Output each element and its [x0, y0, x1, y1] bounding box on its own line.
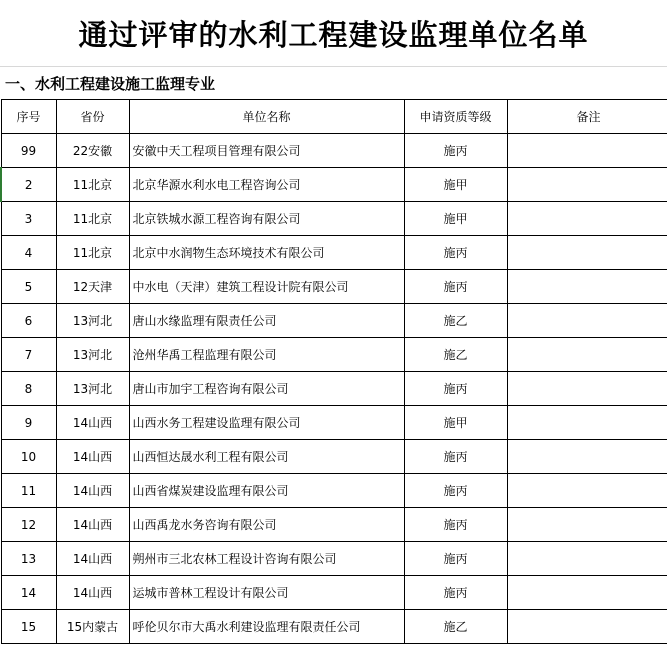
cell-remarks[interactable] — [507, 270, 667, 304]
cell-serial-no[interactable]: 9 — [1, 406, 56, 440]
cell-unit-name[interactable]: 唐山市加宇工程咨询有限公司 — [129, 372, 404, 406]
table-header-row — [1, 100, 667, 134]
cell-qualification-grade[interactable]: 施丙 — [404, 372, 507, 406]
cell-serial-no[interactable]: 2 — [1, 168, 56, 202]
unit-list-table — [0, 99, 667, 644]
cell-unit-name[interactable]: 呼伦贝尔市大禹水利建设监理有限责任公司 — [129, 610, 404, 644]
cell-unit-name[interactable]: 唐山水缘监理有限责任公司 — [129, 304, 404, 338]
cell-province[interactable]: 14山西 — [56, 474, 129, 508]
cell-serial-no[interactable]: 15 — [1, 610, 56, 644]
cell-remarks[interactable] — [507, 202, 667, 236]
cell-remarks[interactable] — [507, 168, 667, 202]
cell-qualification-grade[interactable]: 施乙 — [404, 338, 507, 372]
table-row — [1, 440, 667, 474]
cell-province[interactable]: 14山西 — [56, 576, 129, 610]
cell-unit-name[interactable]: 北京华源水利水电工程咨询公司 — [129, 168, 404, 202]
header-unit-name[interactable]: 单位名称 — [129, 100, 404, 134]
cell-unit-name[interactable]: 北京中水润物生态环境技术有限公司 — [129, 236, 404, 270]
cell-province[interactable]: 11北京 — [56, 168, 129, 202]
cell-serial-no[interactable]: 10 — [1, 440, 56, 474]
cell-qualification-grade[interactable]: 施乙 — [404, 610, 507, 644]
cell-qualification-grade[interactable]: 施丙 — [404, 576, 507, 610]
table-row — [1, 202, 667, 236]
cell-remarks[interactable] — [507, 134, 667, 168]
table-row — [1, 610, 667, 644]
cell-province[interactable]: 12天津 — [56, 270, 129, 304]
table-row — [1, 338, 667, 372]
header-province[interactable]: 省份 — [56, 100, 129, 134]
cell-serial-no[interactable]: 11 — [1, 474, 56, 508]
cell-unit-name[interactable]: 山西禹龙水务咨询有限公司 — [129, 508, 404, 542]
cell-remarks[interactable] — [507, 304, 667, 338]
cell-unit-name[interactable]: 朔州市三北农林工程设计咨询有限公司 — [129, 542, 404, 576]
cell-remarks[interactable] — [507, 372, 667, 406]
cell-serial-no[interactable]: 7 — [1, 338, 56, 372]
cell-remarks[interactable] — [507, 576, 667, 610]
cell-remarks[interactable] — [507, 440, 667, 474]
cell-serial-no[interactable]: 14 — [1, 576, 56, 610]
cell-qualification-grade[interactable]: 施丙 — [404, 474, 507, 508]
table-row — [1, 304, 667, 338]
cell-serial-no[interactable]: 5 — [1, 270, 56, 304]
header-qualification-grade[interactable]: 申请资质等级 — [404, 100, 507, 134]
cell-serial-no[interactable]: 3 — [1, 202, 56, 236]
cell-province[interactable]: 13河北 — [56, 372, 129, 406]
cell-unit-name[interactable]: 沧州华禹工程监理有限公司 — [129, 338, 404, 372]
cell-province[interactable]: 14山西 — [56, 542, 129, 576]
cell-qualification-grade[interactable]: 施甲 — [404, 406, 507, 440]
cell-qualification-grade[interactable]: 施丙 — [404, 236, 507, 270]
header-remarks[interactable]: 备注 — [507, 100, 667, 134]
header-serial-no[interactable]: 序号 — [1, 100, 56, 134]
table-row — [1, 270, 667, 304]
cell-qualification-grade[interactable]: 施甲 — [404, 168, 507, 202]
table-row — [1, 576, 667, 610]
cell-qualification-grade[interactable]: 施丙 — [404, 440, 507, 474]
table-row — [1, 542, 667, 576]
table-row — [1, 406, 667, 440]
cell-unit-name[interactable]: 北京铁城水源工程咨询有限公司 — [129, 202, 404, 236]
cell-province[interactable]: 14山西 — [56, 508, 129, 542]
cell-qualification-grade[interactable]: 施丙 — [404, 134, 507, 168]
cell-province[interactable]: 14山西 — [56, 406, 129, 440]
cell-remarks[interactable] — [507, 542, 667, 576]
cell-province[interactable]: 14山西 — [56, 440, 129, 474]
cell-serial-no[interactable]: 13 — [1, 542, 56, 576]
cell-remarks[interactable] — [507, 406, 667, 440]
cell-qualification-grade[interactable]: 施丙 — [404, 270, 507, 304]
cell-unit-name[interactable]: 运城市普林工程设计有限公司 — [129, 576, 404, 610]
cell-remarks[interactable] — [507, 610, 667, 644]
table-row — [1, 134, 667, 168]
cell-unit-name[interactable]: 安徽中天工程项目管理有限公司 — [129, 134, 404, 168]
table-row — [1, 474, 667, 508]
table-row — [1, 372, 667, 406]
cell-remarks[interactable] — [507, 236, 667, 270]
cell-province[interactable]: 13河北 — [56, 304, 129, 338]
cell-qualification-grade[interactable]: 施丙 — [404, 508, 507, 542]
cell-province[interactable]: 22安徽 — [56, 134, 129, 168]
cell-serial-no[interactable]: 8 — [1, 372, 56, 406]
cell-remarks[interactable] — [507, 338, 667, 372]
cell-unit-name[interactable]: 山西省煤炭建设监理有限公司 — [129, 474, 404, 508]
cell-province[interactable]: 13河北 — [56, 338, 129, 372]
table-row — [1, 508, 667, 542]
cell-unit-name[interactable]: 山西恒达晟水利工程有限公司 — [129, 440, 404, 474]
cell-serial-no[interactable]: 99 — [1, 134, 56, 168]
cell-unit-name[interactable]: 山西水务工程建设监理有限公司 — [129, 406, 404, 440]
document-title: 通过评审的水利工程建设监理单位名单 — [0, 0, 667, 67]
table-row — [1, 168, 667, 202]
cell-serial-no[interactable]: 6 — [1, 304, 56, 338]
cell-province[interactable]: 11北京 — [56, 236, 129, 270]
section-heading: 一、水利工程建设施工监理专业 — [5, 74, 216, 93]
table-row — [1, 236, 667, 270]
cell-unit-name[interactable]: 中水电（天津）建筑工程设计院有限公司 — [129, 270, 404, 304]
cell-qualification-grade[interactable]: 施丙 — [404, 542, 507, 576]
cell-serial-no[interactable]: 4 — [1, 236, 56, 270]
cell-remarks[interactable] — [507, 508, 667, 542]
cell-province[interactable]: 15内蒙古 — [56, 610, 129, 644]
cell-serial-no[interactable]: 12 — [1, 508, 56, 542]
cell-remarks[interactable] — [507, 474, 667, 508]
cell-qualification-grade[interactable]: 施乙 — [404, 304, 507, 338]
cell-province[interactable]: 11北京 — [56, 202, 129, 236]
cell-qualification-grade[interactable]: 施甲 — [404, 202, 507, 236]
